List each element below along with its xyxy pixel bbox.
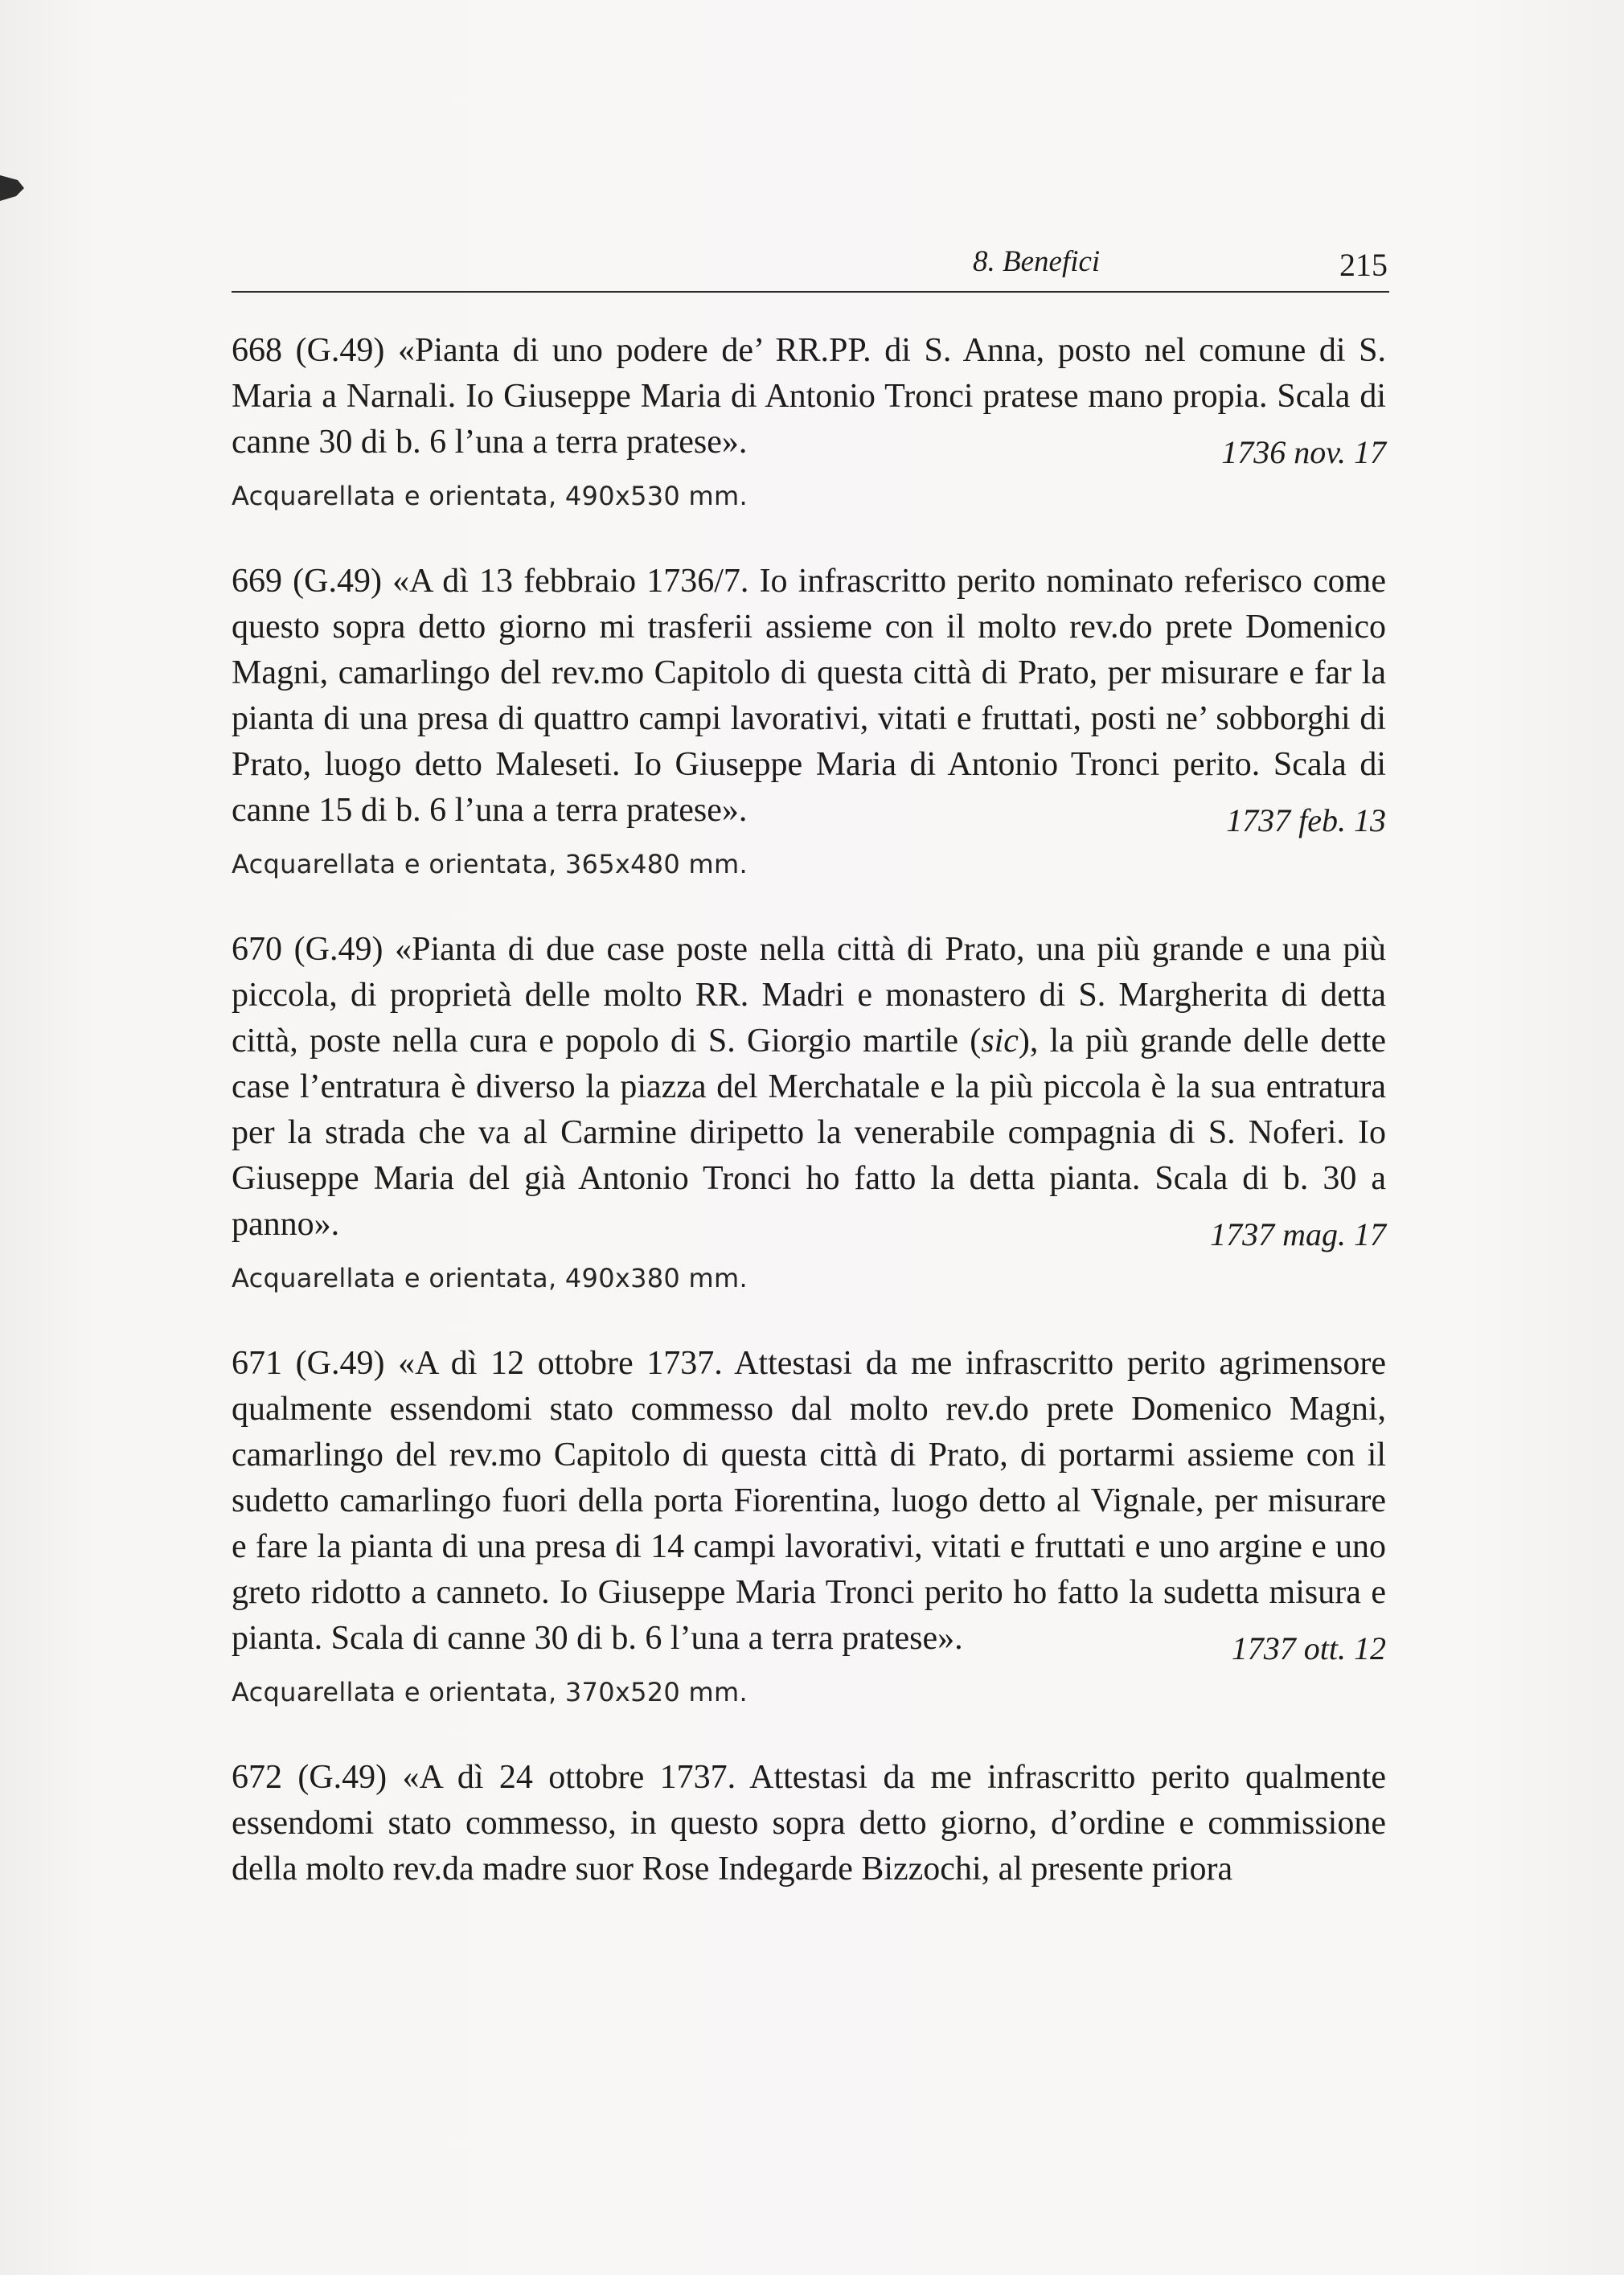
entry-text	[232, 927, 1386, 1252]
entry-text	[232, 1755, 1386, 1892]
entry-body-start: 670 (G.49) «Pianta di due case poste nella città di Prato, una più grande e una più piccola, di proprietà delle molto RR. Madri e monastero di S. Margherita di detta città, poste nella cura e popolo di S. Giorgio martile (	[232, 931, 1386, 1060]
catalog-entry-669	[232, 559, 1386, 885]
entry-body-end: ), la più grande delle dette case l’entratura è diverso la piazza del Merchatale e la più piccola è la sua entratura per la strada che va al Carmine diripetto la venerabile compagnia di S. Noferi. Io Giuseppe Maria del già Antonio Tronci ho fatto la detta pianta. Scala di b. 30 a panno».	[232, 1023, 1386, 1243]
page-number: 215	[1339, 247, 1388, 283]
entry-body: 672 (G.49) «A dì 24 ottobre 1737. Attestasi da me infrascritto perito qualmente essendomi stato commesso, in questo sopra detto giorno, d’ordine e commissione della molto rev.da madre suor Rose Indegarde Bizzochi, al presente priora	[232, 1759, 1386, 1888]
entry-text	[232, 559, 1386, 838]
catalog-entry-670	[232, 927, 1386, 1299]
entry-note: Acquarellata e orientata, 490x530 mm.	[232, 481, 748, 511]
running-head: 8. Benefici	[973, 245, 1101, 278]
catalog-entry-672	[232, 1755, 1386, 1892]
entry-date: 1737 mag. 17	[1210, 1216, 1386, 1252]
catalog-entry-671	[232, 1341, 1386, 1713]
entry-body: 669 (G.49) «A dì 13 febbraio 1736/7. Io infrascritto perito nominato referisco come questo sopra detto giorno mi trasferii assieme con il molto rev.do prete Domenico Magni, camarlingo del rev.mo Capitolo di questa città di Prato, per misurare e far la pianta di una presa di quattro campi lavorativi, vitati e fruttati, posti ne’ sobborghi di Prato, luogo detto Maleseti. Io Giuseppe Maria di Antonio Tronci perito. Scala di canne 15 di b. 6 l’una a terra pratese».	[232, 563, 1386, 829]
entry-note: Acquarellata e orientata, 490x380 mm.	[232, 1263, 748, 1293]
entry-body: 671 (G.49) «A dì 12 ottobre 1737. Attestasi da me infrascritto perito agrimensore qualmente essendomi stato commesso dal molto rev.do prete Domenico Magni, camarlingo del rev.mo Capitolo di questa città di Prato, di portarmi assieme con il sudetto camarlingo fuori della porta Fiorentina, luogo detto al Vignale, per misurare e fare la pianta di una presa di 14 campi lavorativi, vitati e fruttati e uno argine e uno greto ridotto a canneto. Io Giuseppe Maria Tronci perito ho fatto la sudetta misura e pianta. Scala di canne 30 di b. 6 l’una a terra pratese».	[232, 1345, 1386, 1657]
entry-text	[232, 1341, 1386, 1666]
entry-date: 1736 nov. 17	[1221, 434, 1386, 470]
entry-date: 1737 feb. 13	[1226, 802, 1386, 838]
catalog-entries	[232, 328, 1386, 1934]
binding-mark	[0, 161, 29, 217]
entry-body: 668 (G.49) «Pianta di uno podere de’ RR.PP. di S. Anna, posto nel comune di S. Maria a Narnali. Io Giuseppe Maria di Antonio Tronci pratese mano propia. Scala di canne 30 di b. 6 l’una a terra pratese».	[232, 332, 1386, 461]
entry-date: 1737 ott. 12	[1231, 1630, 1386, 1666]
entry-text	[232, 328, 1386, 470]
catalog-entry-668	[232, 328, 1386, 517]
page-header	[232, 243, 1389, 293]
sic-annotation: sic	[981, 1023, 1019, 1060]
entry-note: Acquarellata e orientata, 370x520 mm.	[232, 1677, 748, 1707]
entry-note: Acquarellata e orientata, 365x480 mm.	[232, 849, 748, 879]
